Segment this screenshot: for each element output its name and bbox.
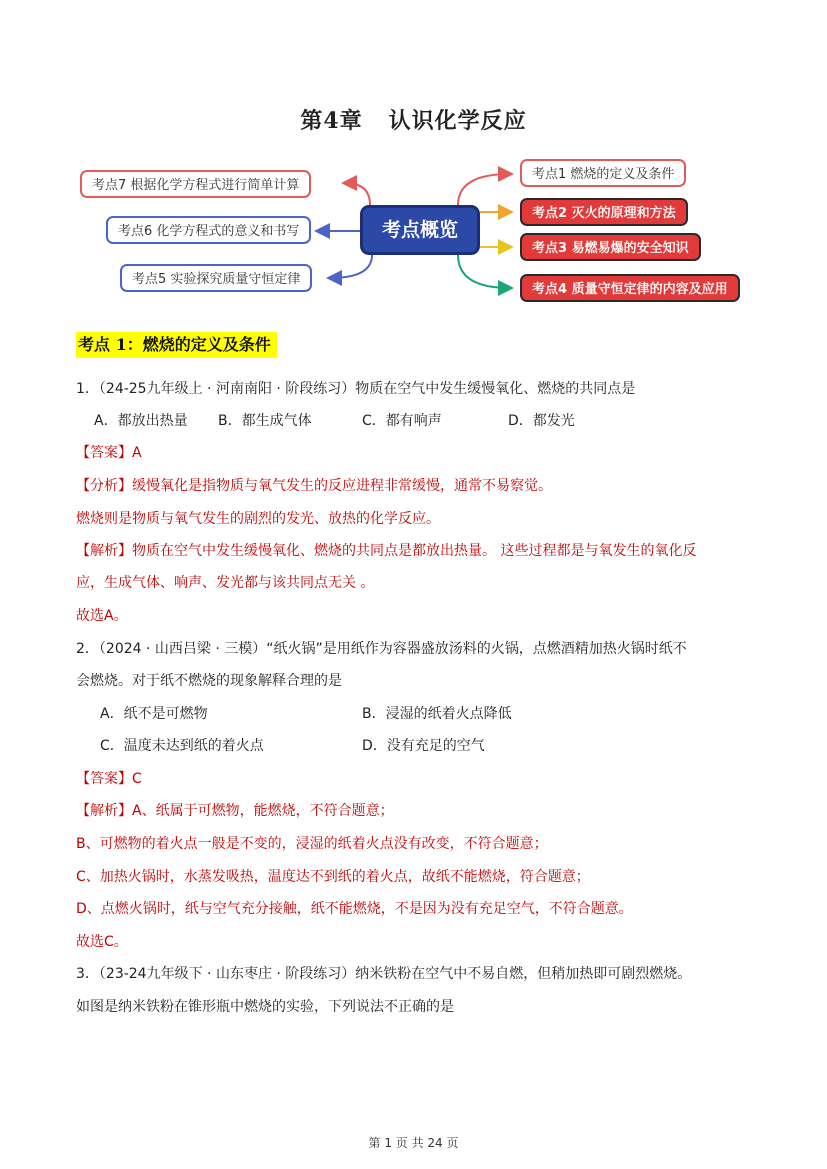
page-footer: 第 1 页 共 24 页 (368, 1136, 459, 1150)
q1-analysis-2: 燃烧则是物质与氧气发生的剧烈的发光、放热的化学反应。 (76, 511, 440, 527)
q2-choice: 故选C。 (76, 934, 128, 950)
connector-to-topic4 (458, 255, 510, 288)
overview-center: 考点概览 (360, 205, 480, 255)
connector-to-topic1 (458, 174, 510, 205)
topic6-box: 考点6 化学方程式的意义和书写 (106, 216, 311, 244)
q2-explain-4: D、点燃火锅时，纸与空气充分接触，纸不能燃烧，不是因为没有充足空气，不符合题意。 (76, 901, 633, 917)
q2-option-a: A．纸不是可燃物 (100, 706, 208, 722)
topic4-box: 考点4 质量守恒定律的内容及应用 (520, 274, 740, 302)
q2-option-b: B．浸湿的纸着火点降低 (362, 706, 512, 722)
q1-explain-1: 【解析】物质在空气中发生缓慢氧化、燃烧的共同点是都放出热量。 这些过程都是与氧发生的氧化反 (76, 543, 697, 559)
q2-option-c: C．温度未达到纸的着火点 (100, 738, 264, 754)
chapter-number: 第4章 (300, 108, 363, 134)
q2-explain-3: C、加热火锅时，水蒸发吸热，温度达不到纸的着火点，故纸不能燃烧，符合题意； (76, 869, 590, 885)
q1-option-d: D．都发光 (508, 413, 575, 429)
q1-option-b: B．都生成气体 (218, 413, 312, 429)
q1-answer: 【答案】A (76, 445, 142, 461)
page-title (0, 104, 827, 135)
topic2-box: 考点2 灭火的原理和方法 (520, 198, 688, 226)
connector-to-topic7 (345, 183, 370, 205)
q2-answer: 【答案】C (76, 771, 142, 787)
q3-stem-2: 如图是纳米铁粉在锥形瓶中燃烧的实验，下列说法不正确的是 (76, 999, 454, 1015)
topic3-box: 考点3 易燃易爆的安全知识 (520, 233, 701, 261)
chapter-name: 认识化学反应 (388, 108, 527, 134)
q2-stem-2: 会燃烧。对于纸不燃烧的现象解释合理的是 (76, 673, 342, 689)
q2-explain-2: B、可燃物的着火点一般是不变的，浸湿的纸着火点没有改变，不符合题意； (76, 836, 548, 852)
q2-explain-1: 【解析】A、纸属于可燃物，能燃烧，不符合题意； (76, 803, 394, 819)
q2-stem-1: 2．（2024 · 山西吕梁 · 三模）“纸火锅”是用纸作为容器盛放汤料的火锅，点燃酒精加热火锅时纸不 (76, 641, 687, 657)
q1-analysis-1: 【分析】缓慢氧化是指物质与氧气发生的反应进程非常缓慢，通常不易察觉。 (76, 478, 552, 494)
q1-explain-2: 应，生成气体、响声、发光都与该共同点无关 。 (76, 575, 375, 591)
q1-stem: 1．（24-25九年级上 · 河南南阳 · 阶段练习）物质在空气中发生缓慢氧化、燃烧的共同点是 (76, 381, 636, 397)
connector-to-topic5 (330, 255, 372, 278)
section-heading: 考点 1：燃烧的定义及条件 (76, 332, 277, 358)
q1-choice: 故选A。 (76, 608, 128, 624)
q2-option-d: D．没有充足的空气 (362, 738, 485, 754)
topic5-box: 考点5 实验探究质量守恒定律 (120, 264, 312, 292)
q1-option-c: C．都有响声 (362, 413, 442, 429)
q3-stem-1: 3．（23-24九年级下 · 山东枣庄 · 阶段练习）纳米铁粉在空气中不易自燃，但稍加热即可剧烈燃烧。 (76, 966, 692, 982)
q1-option-a: A．都放出热量 (94, 413, 188, 429)
topic7-box: 考点7 根据化学方程式进行简单计算 (80, 170, 311, 198)
topic1-box: 考点1 燃烧的定义及条件 (520, 159, 686, 187)
